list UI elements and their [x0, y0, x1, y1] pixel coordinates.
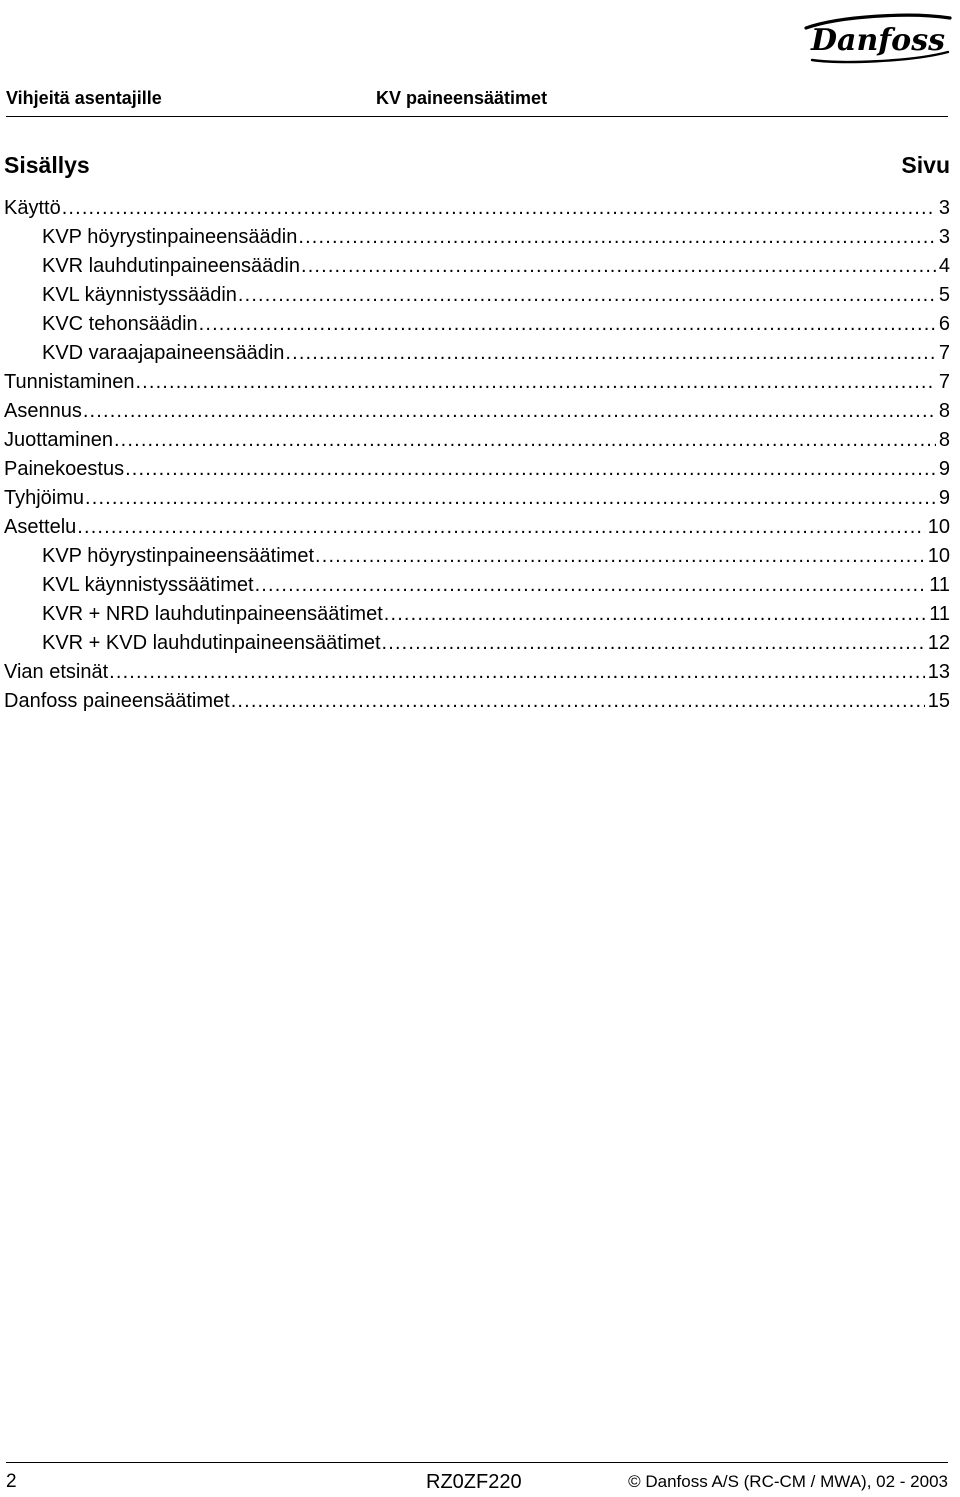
toc-entry-page: 11 [929, 574, 950, 596]
toc-dot-leader [83, 397, 936, 426]
toc-entry-text: Juottaminen [4, 429, 113, 451]
toc-entry-text: KVD varaajapaineensäädin [42, 342, 285, 364]
toc-entry [4, 223, 950, 252]
toc-entry-page: 3 [938, 226, 950, 248]
danfoss-logo [800, 6, 956, 68]
toc-dot-leader [231, 687, 925, 716]
toc-entry-page: 11 [929, 603, 950, 625]
toc-dot-leader [85, 484, 936, 513]
toc-entry [4, 542, 950, 571]
toc-dot-leader [114, 426, 936, 455]
toc-entry-text: KVP höyrystinpaineensäätimet [42, 545, 315, 567]
toc-entry-page: 10 [927, 516, 950, 538]
toc-dot-leader [109, 658, 925, 687]
toc-entry-page: 9 [938, 458, 950, 480]
toc-entry-page: 10 [927, 545, 950, 567]
toc-entry [4, 571, 950, 600]
footer-page-number: 2 [6, 1471, 17, 1492]
toc-entry [4, 658, 950, 687]
header-document-title: KV paineensäätimet [376, 88, 548, 108]
toc-entry-page: 13 [927, 661, 950, 683]
toc-dot-leader [384, 600, 926, 629]
toc-dot-leader [298, 223, 936, 252]
toc-entry-text: KVP höyrystinpaineensäädin [42, 226, 298, 248]
toc-entry-text: KVC tehonsäädin [42, 313, 198, 335]
footer-copyright: © Danfoss A/S (RC-CM / MWA), 02 - 2003 [628, 1472, 948, 1491]
toc-dot-leader [199, 310, 936, 339]
toc-entry-page: 8 [938, 429, 950, 451]
toc-entry-text: Asennus [4, 400, 82, 422]
page-footer [6, 1462, 948, 1497]
toc-entry [4, 194, 950, 223]
footer-document-code: RZ0ZF220 [426, 1471, 522, 1493]
toc-heading [4, 152, 950, 184]
toc-entry-page: 3 [938, 197, 950, 219]
toc-dot-leader [135, 368, 935, 397]
toc-dot-leader [301, 252, 936, 281]
toc-entry-page: 6 [938, 313, 950, 335]
page-header [6, 86, 948, 117]
toc-dot-leader [255, 571, 927, 600]
toc-entry [4, 484, 950, 513]
toc-entry [4, 426, 950, 455]
toc-entry [4, 513, 950, 542]
toc-dot-leader [285, 339, 935, 368]
toc-entry [4, 629, 950, 658]
toc-entry [4, 339, 950, 368]
toc-entry-text: KVL käynnistyssäädin [42, 284, 237, 306]
toc-entry-text: Painekoestus [4, 458, 125, 480]
toc-entry [4, 310, 950, 339]
toc-entry-page: 8 [938, 400, 950, 422]
toc-entry [4, 252, 950, 281]
toc-entry-page: 9 [938, 487, 950, 509]
toc-entry-text: KVL käynnistyssäätimet [42, 574, 254, 596]
toc-entry [4, 281, 950, 310]
toc-entry-text: Vian etsinät [4, 661, 109, 683]
toc-entry-text: KVR lauhdutinpaineensäädin [42, 255, 300, 277]
toc-entry-page: 4 [938, 255, 950, 277]
toc-entry-page: 7 [938, 371, 950, 393]
toc-entry-text: Asettelu [4, 516, 77, 538]
toc-entry-page: 12 [927, 632, 950, 654]
toc-entry-text: Käyttö [4, 197, 61, 219]
toc-entry-page: 5 [938, 284, 950, 306]
toc-dot-leader [315, 542, 925, 571]
toc-entry-page: 15 [927, 690, 950, 712]
toc-entry [4, 455, 950, 484]
toc-dot-leader [125, 455, 936, 484]
toc-dot-leader [382, 629, 925, 658]
toc-entry-text: KVR + NRD lauhdutinpaineensäätimet [42, 603, 383, 625]
toc-entry-text: Danfoss paineensäätimet [4, 690, 230, 712]
toc-entry [4, 368, 950, 397]
toc-entry [4, 687, 950, 716]
toc-title: Sisällys [4, 152, 90, 178]
toc-dot-leader [238, 281, 936, 310]
table-of-contents [4, 194, 950, 716]
toc-entry-page: 7 [938, 342, 950, 364]
toc-entry-text: Tunnistaminen [4, 371, 135, 393]
toc-entry [4, 397, 950, 426]
toc-dot-leader [62, 194, 936, 223]
header-section-title: Vihjeitä asentajille [6, 88, 162, 108]
svg-text:Danfoss: Danfoss [811, 23, 945, 58]
toc-entry-text: KVR + KVD lauhdutinpaineensäätimet [42, 632, 381, 654]
toc-page-column-label: Sivu [901, 152, 950, 178]
toc-dot-leader [77, 513, 924, 542]
toc-entry [4, 600, 950, 629]
toc-entry-text: Tyhjöimu [4, 487, 85, 509]
